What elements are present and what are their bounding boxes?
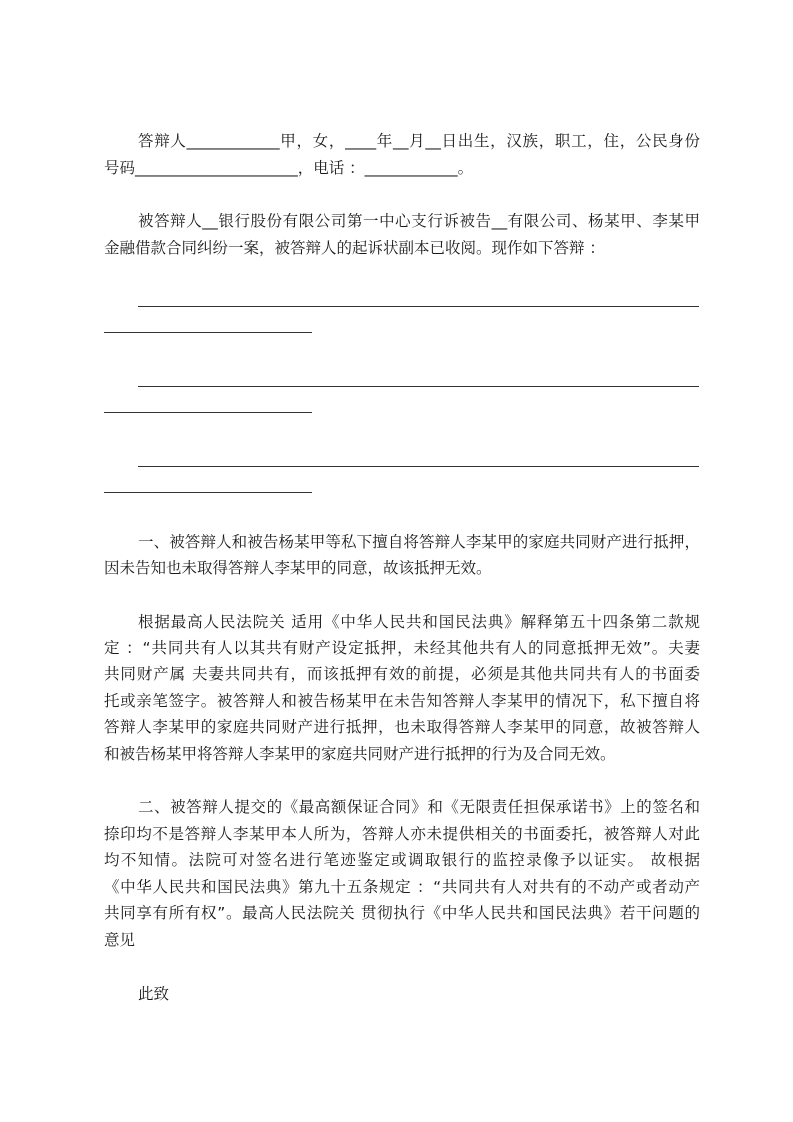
intro-line-1: 被答辩人__银行股份有限公司第一中心支行诉被告__有限公司、杨某甲、李某甲 (138, 212, 700, 230)
basis-line-6: 和被告杨某甲将答辩人李某甲的家庭共同财产进行抵押的行为及合同无效。 (104, 745, 616, 763)
point2-line-5: 共同享有所有权”。最高人民法院关 贯彻执行《中华人民共和国民法典》若干问题的 (104, 904, 700, 922)
point2-line-6: 意见 (104, 931, 136, 949)
blank-rule-3b (104, 492, 312, 493)
blank-rule-1b (104, 332, 312, 333)
closing-salutation: 此致 (138, 985, 170, 1003)
basis-line-2: 定 ：“共同共有人以其共有财产设定抵押，未经其他共有人的同意抵押无效”。夫妻 (104, 639, 700, 657)
point2-line-1: 二、被答辩人提交的《最高额保证合同》和《无限责任担保承诺书》上的签名和 (138, 798, 700, 816)
point2-line-3: 均不知情。法院可对签名进行笔迹鉴定或调取银行的监控录像予以证实。 故根据 (104, 851, 700, 869)
point1-line-2: 因未告知也未取得答辩人李某甲的同意，故该抵押无效。 (104, 559, 492, 577)
blank-rule-2b (104, 412, 312, 413)
respondent-info-line-2: 号码_____________________，电话 ：____________。 (104, 159, 474, 177)
basis-line-5: 答辩人李某甲的家庭共同财产进行抵押，也未取得答辩人李某甲的同意，故被答辩人 (104, 718, 700, 736)
point2-line-2: 捺印均不是答辩人李某甲本人所为，答辩人亦未提供相关的书面委托，被答辩人对此 (104, 825, 700, 843)
basis-line-3: 共同财产属 夫妻共同共有，而该抵押有效的前提，必须是其他共同共有人的书面委 (104, 665, 700, 683)
point2-line-4: 《中华人民共和国民法典》第九十五条规定 ：“共同共有人对共有的不动产或者动产 (104, 878, 700, 896)
respondent-info-line-1: 答辩人____________甲，女，____年__月__日出生，汉族，职工，住，公民身份 (138, 132, 700, 150)
basis-line-1: 根据最高人民法院关 适用《中华人民共和国民法典》解释第五十四条第二款规 (138, 613, 700, 631)
basis-line-4: 托或亲笔签字。被答辩人和被告杨某甲在未告知答辩人李某甲的情况下，私下擅自将 (104, 692, 700, 710)
blank-rule-1a (138, 306, 699, 307)
blank-rule-3a (138, 466, 699, 467)
point1-line-1: 一、被答辩人和被告杨某甲等私下擅自将答辩人李某甲的家庭共同财产进行抵押， (138, 533, 700, 551)
blank-rule-2a (138, 386, 699, 387)
intro-line-2: 金融借款合同纠纷一案，被答辩人的起诉状副本已收阅。现作如下答辩 ： (104, 239, 605, 257)
